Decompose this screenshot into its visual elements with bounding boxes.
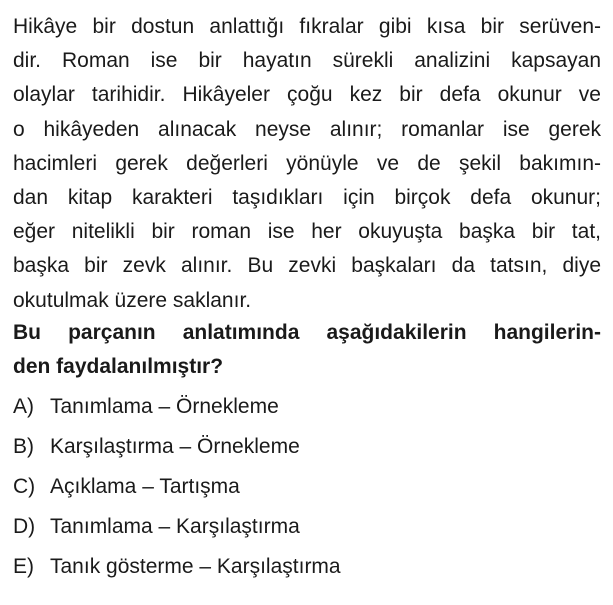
passage-line-5: hacimleri gerek değerleri yönüyle ve de şekil bakımın- bbox=[13, 151, 601, 175]
option-a[interactable] bbox=[13, 390, 601, 430]
option-text: Karşılaştırma – Örnekleme bbox=[50, 435, 300, 458]
passage-line-4: o hikâyeden alınacak neyse alınır; romanlar ise gerek bbox=[13, 117, 601, 141]
passage-line-6: dan kitap karakteri taşıdıkları için birçok defa okunur; bbox=[13, 185, 601, 209]
option-letter: E) bbox=[13, 555, 34, 578]
option-c[interactable] bbox=[13, 470, 601, 510]
passage-line-8: başka bir zevk alınır. Bu zevki başkaları da tatsın, diye bbox=[13, 254, 601, 278]
option-text: Tanımlama – Örnekleme bbox=[50, 395, 279, 418]
question-line-2: den faydalanılmıştır? bbox=[13, 355, 224, 378]
question-line-1: Bu parçanın anlatımında aşağıdakilerin hangilerin- bbox=[13, 321, 601, 344]
option-letter: C) bbox=[13, 475, 36, 498]
question-stem bbox=[13, 316, 601, 384]
reading-passage bbox=[13, 10, 601, 318]
passage-line-9: okutulmak üzere saklanır. bbox=[13, 288, 252, 312]
passage-line-3: olaylar tarihidir. Hikâyeler çoğu kez bir defa okunur ve bbox=[13, 83, 601, 107]
option-letter: B) bbox=[13, 435, 34, 458]
option-letter: A) bbox=[13, 395, 34, 418]
option-letter: D) bbox=[13, 515, 36, 538]
option-e[interactable] bbox=[13, 550, 601, 590]
passage-line-2: dir. Roman ise bir hayatın sürekli analizini kapsayan bbox=[13, 49, 601, 73]
option-b[interactable] bbox=[13, 430, 601, 470]
option-text: Tanık gösterme – Karşılaştırma bbox=[50, 555, 341, 578]
option-d[interactable] bbox=[13, 510, 601, 550]
option-text: Tanımlama – Karşılaştırma bbox=[50, 515, 300, 538]
passage-line-1: Hikâye bir dostun anlattığı fıkralar gibi kısa bir serüven- bbox=[13, 15, 601, 38]
passage-line-7: eğer nitelikli bir roman ise her okuyuşta başka bir tat, bbox=[13, 220, 601, 244]
answer-options bbox=[13, 390, 601, 590]
option-text: Açıklama – Tartışma bbox=[50, 475, 240, 498]
